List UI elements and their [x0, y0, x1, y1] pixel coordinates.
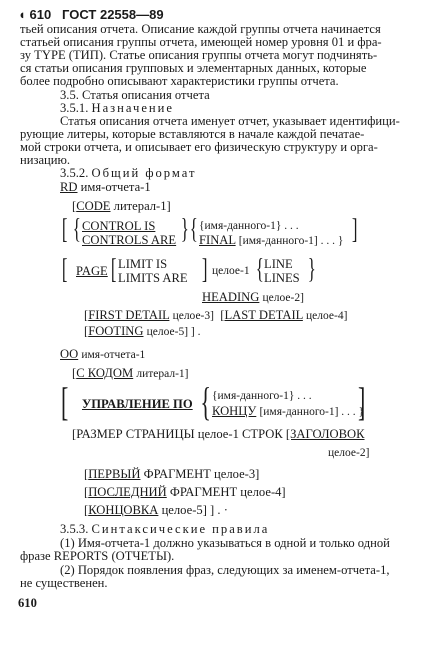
purpose-line: низацию.: [20, 153, 71, 167]
page-header: [18, 8, 164, 22]
section-heading: 3.5. Статья описания отчета: [60, 88, 210, 102]
s-kodom-line: [С КОДОМ литерал-1]: [72, 366, 189, 380]
bracket-glyph: ]: [201, 254, 208, 285]
bracket-glyph: ]: [351, 214, 358, 245]
keyword-rd: RD: [60, 180, 78, 194]
keyword-razmer: [РАЗМЕР СТРАНИЦЫ целое-1 СТРОК: [72, 427, 283, 441]
page-keyword: [76, 264, 108, 278]
subsection-title: Назначение: [91, 101, 174, 115]
integer-4: целое-4]: [306, 310, 348, 322]
subsection-title: Синтаксические правила: [91, 522, 270, 536]
bracket-glyph: [: [60, 379, 69, 424]
keyword-control-is: CONTROL IS: [82, 219, 156, 233]
bracket-glyph: }: [180, 214, 189, 245]
keyword-final: FINAL: [199, 233, 236, 247]
header-mark-icon: ◖: [18, 7, 26, 22]
bracket-glyph: ]: [357, 379, 366, 424]
bracket-open: [: [72, 199, 77, 213]
header-standard: ГОСТ 22558—89: [62, 7, 164, 22]
detail-line: [FIRST DETAIL целое-3] [LAST DETAIL целое-4]: [84, 308, 348, 322]
pervyi-line: [ПЕРВЫЙ ФРАГМЕНТ целое-3]: [84, 467, 260, 481]
lines-kw: LINES: [264, 271, 300, 285]
data-name-1: {имя-данного-1} . . .: [199, 220, 299, 232]
header-page-number: 610: [29, 7, 52, 22]
keyword-last-detail: LAST DETAIL: [224, 308, 303, 322]
integer-5: целое-5] ] .: [146, 326, 201, 338]
keyword-footing: FOOTING: [88, 324, 144, 338]
subsection-heading: [60, 166, 197, 180]
rule-line: фразе REPORTS (ОТЧЕТЫ).: [20, 549, 175, 563]
keyword-pervyi: ПЕРВЫЙ: [88, 467, 141, 481]
kontsu-rest: [имя-данного-1] . . . }: [259, 406, 365, 418]
keyword-heading: HEADING: [202, 290, 260, 304]
razmer-line: [72, 427, 365, 441]
keyword-posledniy: ПОСЛЕДНИЙ: [88, 485, 167, 499]
bracket-glyph: [: [61, 214, 68, 245]
rule-line: (1) Имя-отчета-1 должно указываться в одной и только одной: [60, 536, 390, 550]
subsection-number: 3.5.2.: [60, 166, 89, 180]
literal-1: литерал-1]: [113, 199, 171, 213]
keyword-controls-are: CONTROLS ARE: [82, 233, 177, 247]
footer-page-number: 610: [18, 596, 37, 610]
subsection-heading: [60, 101, 174, 115]
format-code-line: [72, 199, 171, 213]
intro-line: более подробно описывают характеристики группы отчета.: [20, 74, 339, 88]
intro-line: зу TYPE (ТИП). Статье описания группы отчета могут подчинять-: [20, 48, 378, 62]
posledniy-rest: ФРАГМЕНТ целое-4]: [169, 485, 286, 499]
posledniy-line: [ПОСЛЕДНИЙ ФРАГМЕНТ целое-4]: [84, 485, 286, 499]
keyword-kontsu: КОНЦУ: [212, 404, 257, 418]
keyword-upravlenie: УПРАВЛЕНИЕ ПО: [82, 397, 193, 411]
report-name-ru: имя-отчета-1: [81, 349, 146, 361]
integer-2-ru: целое-2]: [328, 447, 370, 459]
controls-are: [82, 233, 176, 247]
limits-are: LIMITS ARE: [118, 271, 188, 285]
subsection-title: Общий формат: [91, 166, 197, 180]
integer-1: целое-1: [212, 265, 250, 277]
pervyi-rest: ФРАГМЕНТ целое-3]: [143, 467, 260, 481]
bracket-glyph: [: [61, 254, 68, 285]
keyword-oo: ОО: [60, 347, 79, 361]
bracket-glyph: [: [110, 254, 117, 285]
rule-line: (2) Порядок появления фраз, следующих за именем-отчета-1,: [60, 563, 390, 577]
literal-1-ru: литерал-1]: [136, 368, 189, 380]
data-name-ru: {имя-данного-1} . . .: [212, 390, 312, 402]
format-oo-line: [60, 347, 145, 362]
bracket-glyph: {: [72, 214, 81, 245]
limit-is: LIMIT IS: [118, 257, 168, 271]
purpose-line: мой строки отчета, и описывает его физическую структуру и орга-: [20, 140, 378, 154]
bracket-glyph: }: [307, 254, 316, 285]
intro-line: статьей описания группы отчета, имеющей номер уровня 01 и фра-: [20, 35, 382, 49]
bracket-glyph: {: [189, 214, 198, 245]
kontsu-line: [212, 404, 364, 419]
kontsovka-rest: целое-5] ] . ·: [161, 503, 228, 517]
integer-3: целое-3]: [172, 310, 214, 322]
purpose-line: рующие литеры, которые вставляются в начале каждой печатае-: [20, 127, 365, 141]
kontsovka-line: [КОНЦОВКА целое-5] ] . ·: [84, 503, 228, 517]
subsection-number: 3.5.1.: [60, 101, 89, 115]
bracket-glyph: {: [200, 379, 211, 424]
integer-2: целое-2]: [262, 292, 304, 304]
footing-line: [FOOTING целое-5] ] .: [84, 324, 201, 338]
intro-line: ся статьи описания групповых и элементарных данных, которые: [20, 61, 367, 75]
intro-line: тьей описания отчета. Описание каждой группы отчета начинается: [20, 22, 381, 36]
keyword-first-detail: FIRST DETAIL: [88, 308, 170, 322]
keyword-kontsovka: КОНЦОВКА: [88, 503, 159, 517]
keyword-s-kodom: С КОДОМ: [76, 366, 134, 380]
keyword-page: PAGE: [76, 264, 108, 278]
format-rd-line: [60, 180, 151, 194]
heading-line: [202, 290, 304, 305]
keyword-zagolovok: [ЗАГОЛОВОК: [285, 427, 365, 441]
final-rest: [имя-данного-1] . . . }: [238, 235, 344, 247]
keyword-code: CODE: [76, 199, 111, 213]
subsection-heading: [60, 522, 269, 536]
report-name: имя-отчета-1: [80, 180, 151, 194]
final-line: [199, 233, 343, 248]
line-kw: LINE: [264, 257, 293, 271]
bracket-glyph: {: [255, 254, 264, 285]
purpose-line: Статья описания отчета именует отчет, указывает идентифици-: [60, 114, 400, 128]
control-is: [82, 219, 155, 233]
rule-line: не существенен.: [20, 576, 108, 590]
upravlenie-line: [82, 397, 193, 411]
subsection-number: 3.5.3.: [60, 522, 89, 536]
